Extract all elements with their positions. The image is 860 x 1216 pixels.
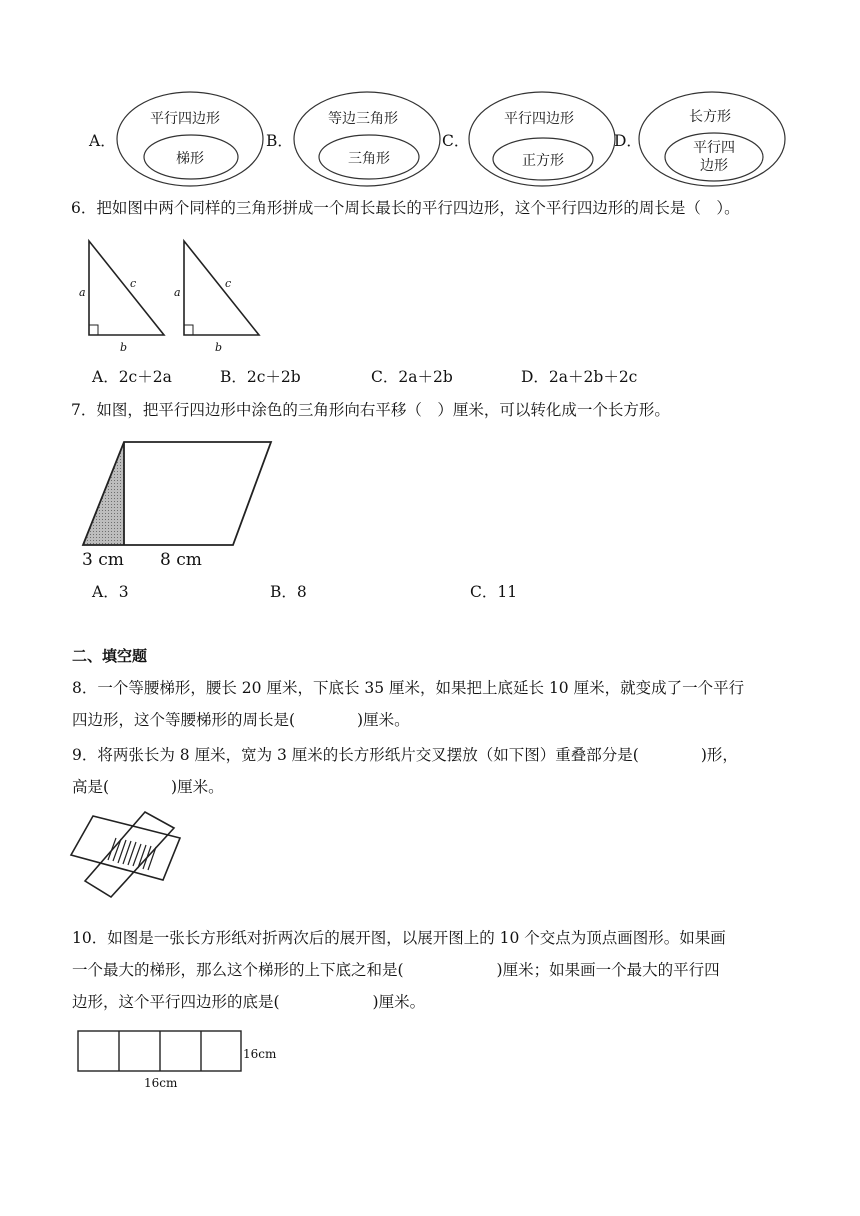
q7-label-8cm: 8 cm	[160, 550, 202, 570]
q6-label-b-left: b	[120, 341, 128, 354]
q6-label-b-right: b	[215, 341, 223, 354]
q5-option-d-inner-label-line1: 平行四	[693, 140, 735, 156]
q10-line3: 边形，这个平行四边形的底是( )厘米。	[72, 993, 426, 1011]
q10-label-bottom: 16cm	[144, 1076, 178, 1090]
q10-line1: 10．如图是一张长方形纸对折两次后的展开图，以展开图上的 10 个交点为顶点画图形。如果画	[72, 929, 726, 947]
q6-label-c-right: c	[225, 277, 232, 290]
q9-line1: 9．将两张长为 8 厘米，宽为 3 厘米的长方形纸片交叉摆放（如下图）重叠部分是( )形，	[72, 746, 738, 764]
q7-stem: 7．如图，把平行四边形中涂色的三角形向右平移（ ）厘米，可以转化成一个长方形。	[71, 401, 670, 419]
q6-choice-b: B．2c＋2b	[220, 368, 301, 386]
q5-option-a-outer-label: 平行四边形	[150, 111, 220, 127]
q6-label-c-left: c	[130, 277, 137, 290]
q10-line2: 一个最大的梯形，那么这个梯形的上下底之和是( )厘米；如果画一个最大的平行四	[72, 961, 720, 979]
q5-option-b-inner-label: 三角形	[348, 151, 390, 167]
q5-option-a-inner-label: 梯形	[176, 151, 204, 167]
q5-option-d-outer-label: 长方形	[689, 109, 731, 125]
q8-line1: 8．一个等腰梯形，腰长 20 厘米，下底长 35 厘米，如果把上底延长 10 厘米，就变成了一个平行	[72, 679, 745, 697]
section-title: 二、填空题	[72, 647, 148, 665]
q8-line2: 四边形，这个等腰梯形的周长是( )厘米。	[72, 711, 410, 729]
q9-line2: 高是( )厘米。	[72, 778, 224, 796]
q10-label-right: 16cm	[243, 1047, 277, 1061]
q5-option-c-outer-label: 平行四边形	[504, 111, 574, 127]
q5-option-b-outer-label: 等边三角形	[328, 111, 398, 127]
q7-label-3cm: 3 cm	[82, 550, 124, 570]
q6-label-a-left: a	[79, 286, 86, 299]
q7-choice-b: B．8	[270, 583, 307, 601]
q6-choice-c: C．2a＋2b	[371, 368, 453, 386]
q6-stem: 6．把如图中两个同样的三角形拼成一个周长最长的平行四边形，这个平行四边形的周长是（ ）。	[71, 199, 740, 217]
q5-option-a-letter: A．	[89, 132, 116, 150]
q6-label-a-right: a	[174, 286, 181, 299]
q5-option-d-inner-label-line2: 边形	[700, 158, 728, 174]
q5-option-c-inner-label: 正方形	[522, 153, 564, 169]
q5-option-d-letter: D．	[614, 132, 642, 150]
q6-choice-a: A．2c＋2a	[92, 368, 172, 386]
q5-option-c-letter: C．	[442, 132, 470, 150]
q6-choice-d: D．2a＋2b＋2c	[521, 368, 638, 386]
q7-choice-c: C．11	[470, 583, 518, 601]
q7-choice-a: A．3	[92, 583, 129, 601]
q5-option-b-letter: B．	[266, 132, 293, 150]
